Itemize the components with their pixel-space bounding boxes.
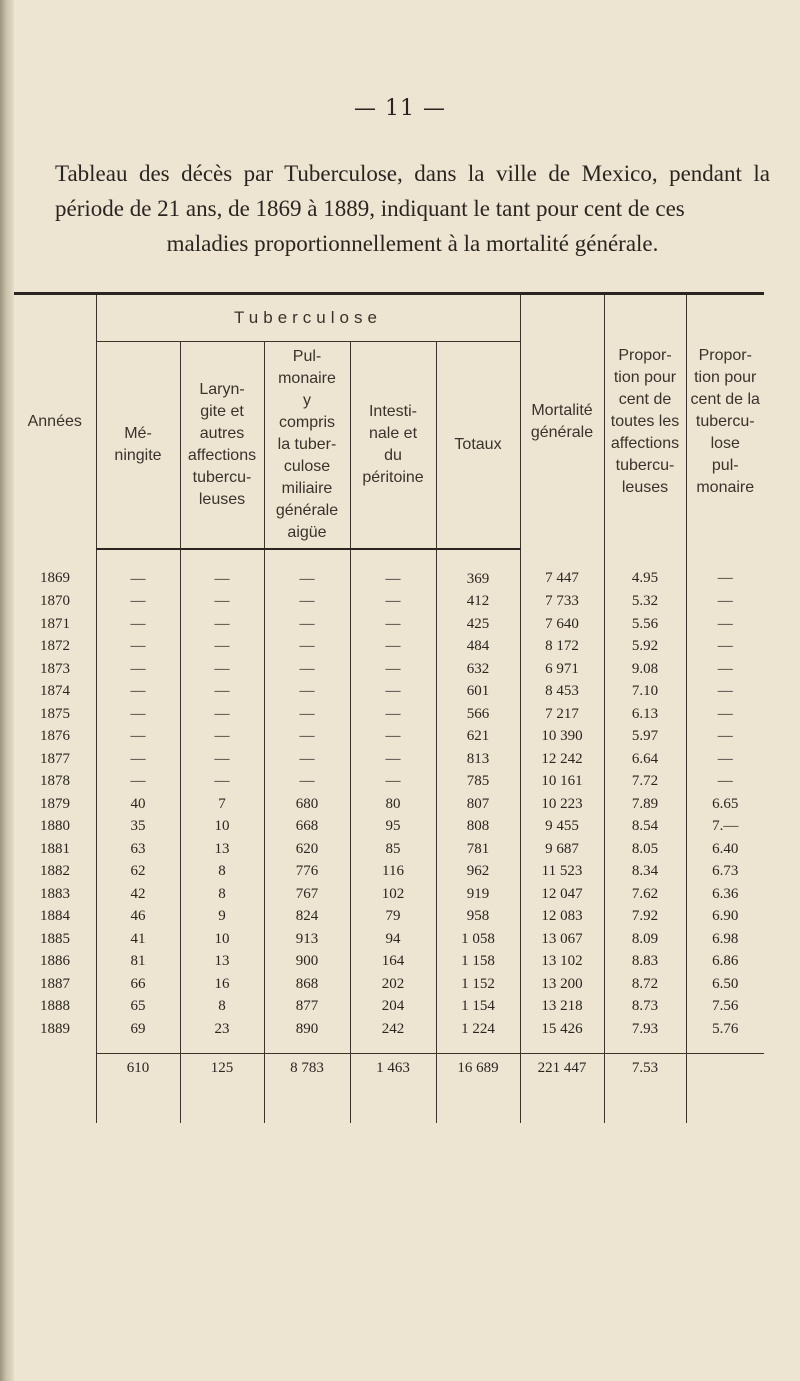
data-cell: — <box>686 771 764 794</box>
year-cell: 1874 <box>14 681 96 704</box>
table-row <box>14 838 764 861</box>
data-cell: 8 453 <box>520 681 604 704</box>
data-cell: — <box>96 748 180 771</box>
data-cell: — <box>686 748 764 771</box>
data-cell: 13 200 <box>520 973 604 996</box>
title-line-1: Tableau des décès par Tuberculose, dans la ville de Mexico, pendant <box>55 161 742 186</box>
year-cell: 1870 <box>14 591 96 614</box>
table-row <box>14 748 764 771</box>
data-cell: 807 <box>436 793 520 816</box>
year-cell: 1884 <box>14 906 96 929</box>
data-cell: 7 <box>180 793 264 816</box>
header-intestinale-text: Intesti- nale et du péritoine <box>362 403 424 486</box>
data-cell: — <box>350 681 436 704</box>
spacer-cell <box>686 1041 764 1054</box>
header-mortalite-text: Mortalité générale <box>530 402 594 441</box>
data-cell: — <box>686 636 764 659</box>
data-cell: — <box>96 549 180 591</box>
data-cell: 7.62 <box>604 883 686 906</box>
data-cell: 680 <box>264 793 350 816</box>
total-cell: 8 783 <box>264 1053 350 1123</box>
data-cell: 40 <box>96 793 180 816</box>
year-cell: 1880 <box>14 816 96 839</box>
data-cell: 767 <box>264 883 350 906</box>
data-cell: 8 <box>180 996 264 1019</box>
data-cell: 632 <box>436 658 520 681</box>
data-cell: — <box>96 613 180 636</box>
data-cell: — <box>96 681 180 704</box>
table-row <box>14 996 764 1019</box>
data-cell: 7 447 <box>520 549 604 591</box>
spacer-cell <box>14 1041 96 1054</box>
header-prop-toutes-text: Propor- tion pour cent de toutes les affections tubercu- leuses <box>610 347 680 496</box>
spacer-cell <box>520 1041 604 1054</box>
data-cell: 5.56 <box>604 613 686 636</box>
data-cell: 620 <box>264 838 350 861</box>
data-cell: 8 <box>180 861 264 884</box>
data-cell: 6.13 <box>604 703 686 726</box>
data-cell: 23 <box>180 1018 264 1041</box>
data-cell: 94 <box>350 928 436 951</box>
data-cell: — <box>264 613 350 636</box>
spacer-cell <box>264 1041 350 1054</box>
header-annees: Années <box>14 294 96 550</box>
table-row <box>14 636 764 659</box>
data-cell: 13 <box>180 951 264 974</box>
page-number: — 11 — <box>354 96 446 121</box>
data-cell: — <box>350 613 436 636</box>
data-cell: 8.54 <box>604 816 686 839</box>
header-prop-toutes <box>604 294 686 550</box>
header-prop-pulm-text: Propor- tion pour cent de la tubercu- lose pul- monaire <box>690 347 760 496</box>
data-cell: 913 <box>264 928 350 951</box>
data-cell: — <box>96 726 180 749</box>
data-cell: — <box>264 771 350 794</box>
data-cell: — <box>96 658 180 681</box>
total-cell: 610 <box>96 1053 180 1123</box>
data-cell: 5.92 <box>604 636 686 659</box>
table-body <box>14 549 764 1053</box>
table-row <box>14 793 764 816</box>
year-cell: 1887 <box>14 973 96 996</box>
header-mortalite <box>520 294 604 550</box>
data-cell: — <box>350 658 436 681</box>
data-cell: 7.— <box>686 816 764 839</box>
spacer-cell <box>604 1041 686 1054</box>
data-cell: 7 733 <box>520 591 604 614</box>
data-cell: 204 <box>350 996 436 1019</box>
data-cell: — <box>350 703 436 726</box>
data-cell: 10 <box>180 816 264 839</box>
data-cell: 6.73 <box>686 861 764 884</box>
data-cell: 6.86 <box>686 951 764 974</box>
data-cell: 10 <box>180 928 264 951</box>
data-cell: 10 223 <box>520 793 604 816</box>
data-cell: 79 <box>350 906 436 929</box>
spacer-cell <box>436 1041 520 1054</box>
data-cell: — <box>686 658 764 681</box>
data-cell: 1 058 <box>436 928 520 951</box>
spacer-cell <box>350 1041 436 1054</box>
data-cell: — <box>180 613 264 636</box>
data-cell: — <box>180 726 264 749</box>
data-cell: — <box>264 591 350 614</box>
data-cell: — <box>686 681 764 704</box>
spacer-row <box>14 1041 764 1054</box>
table-row <box>14 703 764 726</box>
year-cell: 1876 <box>14 726 96 749</box>
data-cell: 102 <box>350 883 436 906</box>
page-binding-edge <box>0 0 14 1381</box>
data-cell: 85 <box>350 838 436 861</box>
data-cell: — <box>350 726 436 749</box>
year-cell: 1883 <box>14 883 96 906</box>
data-cell: 425 <box>436 613 520 636</box>
header-totaux: Totaux <box>436 342 520 550</box>
data-cell: 9.08 <box>604 658 686 681</box>
data-cell: 63 <box>96 838 180 861</box>
data-cell: 1 152 <box>436 973 520 996</box>
data-cell: 9 687 <box>520 838 604 861</box>
header-prop-pulm <box>686 294 764 550</box>
table-row <box>14 928 764 951</box>
table-row <box>14 906 764 929</box>
tuberculosis-table <box>14 292 764 1123</box>
data-cell: 890 <box>264 1018 350 1041</box>
spacer-cell <box>96 1041 180 1054</box>
data-cell: 6.65 <box>686 793 764 816</box>
data-cell: — <box>350 748 436 771</box>
total-cell <box>14 1053 96 1123</box>
total-cell <box>686 1053 764 1123</box>
data-cell: 7.93 <box>604 1018 686 1041</box>
data-cell: 8.34 <box>604 861 686 884</box>
data-cell: — <box>180 549 264 591</box>
data-cell: — <box>96 591 180 614</box>
data-cell: 12 242 <box>520 748 604 771</box>
data-cell: 116 <box>350 861 436 884</box>
data-cell: — <box>264 636 350 659</box>
header-larynge-text: Laryn- gite et autres affections tubercu- leuses <box>187 381 257 508</box>
data-cell: 6.90 <box>686 906 764 929</box>
data-cell: — <box>686 549 764 591</box>
data-cell: 66 <box>96 973 180 996</box>
data-cell: 8.72 <box>604 973 686 996</box>
data-cell: 80 <box>350 793 436 816</box>
data-cell: 13 <box>180 838 264 861</box>
data-cell: 6.40 <box>686 838 764 861</box>
table-row <box>14 591 764 614</box>
spacer-cell <box>180 1041 264 1054</box>
table-row <box>14 1018 764 1041</box>
data-cell: — <box>180 681 264 704</box>
data-cell: 7.56 <box>686 996 764 1019</box>
year-cell: 1872 <box>14 636 96 659</box>
year-cell: 1877 <box>14 748 96 771</box>
data-cell: — <box>350 591 436 614</box>
data-cell: 35 <box>96 816 180 839</box>
data-cell: 668 <box>264 816 350 839</box>
data-cell: 8 <box>180 883 264 906</box>
year-cell: 1888 <box>14 996 96 1019</box>
year-cell: 1879 <box>14 793 96 816</box>
data-cell: 7.92 <box>604 906 686 929</box>
table-row <box>14 973 764 996</box>
data-cell: 601 <box>436 681 520 704</box>
data-cell: 412 <box>436 591 520 614</box>
data-cell: 12 083 <box>520 906 604 929</box>
data-cell: 621 <box>436 726 520 749</box>
header-larynge <box>180 342 264 550</box>
table-row <box>14 883 764 906</box>
data-cell: 16 <box>180 973 264 996</box>
data-cell: 5.97 <box>604 726 686 749</box>
data-cell: 776 <box>264 861 350 884</box>
data-cell: 7.10 <box>604 681 686 704</box>
data-cell: — <box>686 591 764 614</box>
data-cell: 65 <box>96 996 180 1019</box>
data-cell: — <box>96 636 180 659</box>
data-cell: 164 <box>350 951 436 974</box>
data-cell: 8.05 <box>604 838 686 861</box>
title-line-3: maladies proportionnellement à la mortalité générale. <box>166 231 659 256</box>
header-tuberculose: Tuberculose <box>96 294 520 342</box>
header-pulmonaire <box>264 342 350 550</box>
table-row <box>14 613 764 636</box>
data-cell: 81 <box>96 951 180 974</box>
data-cell: 4.95 <box>604 549 686 591</box>
data-cell: — <box>180 703 264 726</box>
data-cell: 962 <box>436 861 520 884</box>
data-cell: — <box>264 658 350 681</box>
data-cell: 1 224 <box>436 1018 520 1041</box>
data-cell: 8.73 <box>604 996 686 1019</box>
year-cell: 1882 <box>14 861 96 884</box>
data-cell: — <box>180 658 264 681</box>
table-row <box>14 861 764 884</box>
data-cell: 877 <box>264 996 350 1019</box>
year-cell: 1885 <box>14 928 96 951</box>
data-cell: 46 <box>96 906 180 929</box>
data-cell: — <box>264 549 350 591</box>
data-cell: 13 102 <box>520 951 604 974</box>
data-cell: — <box>96 703 180 726</box>
total-cell: 1 463 <box>350 1053 436 1123</box>
data-cell: — <box>180 636 264 659</box>
year-cell: 1875 <box>14 703 96 726</box>
table-row <box>14 726 764 749</box>
data-cell: 566 <box>436 703 520 726</box>
data-cell: 7.89 <box>604 793 686 816</box>
header-intestinale <box>350 342 436 550</box>
data-cell: 10 161 <box>520 771 604 794</box>
data-cell: — <box>350 771 436 794</box>
year-cell: 1889 <box>14 1018 96 1041</box>
data-cell: 6.50 <box>686 973 764 996</box>
data-cell: 9 <box>180 906 264 929</box>
data-cell: 8.83 <box>604 951 686 974</box>
data-cell: — <box>180 591 264 614</box>
data-cell: 12 047 <box>520 883 604 906</box>
data-cell: — <box>180 748 264 771</box>
data-cell: 808 <box>436 816 520 839</box>
table-row <box>14 771 764 794</box>
data-cell: — <box>350 549 436 591</box>
table-row <box>14 816 764 839</box>
data-cell: 781 <box>436 838 520 861</box>
data-cell: 824 <box>264 906 350 929</box>
data-cell: 919 <box>436 883 520 906</box>
data-cell: 15 426 <box>520 1018 604 1041</box>
data-cell: 7 640 <box>520 613 604 636</box>
data-cell: — <box>264 681 350 704</box>
data-cell: 42 <box>96 883 180 906</box>
data-cell: 7.72 <box>604 771 686 794</box>
data-cell: 785 <box>436 771 520 794</box>
total-cell: 16 689 <box>436 1053 520 1123</box>
data-cell: — <box>96 771 180 794</box>
total-cell: 125 <box>180 1053 264 1123</box>
data-cell: 242 <box>350 1018 436 1041</box>
table-row <box>14 681 764 704</box>
data-cell: 7 217 <box>520 703 604 726</box>
data-cell: 8 172 <box>520 636 604 659</box>
data-cell: 13 218 <box>520 996 604 1019</box>
data-cell: 5.32 <box>604 591 686 614</box>
data-cell: 6.64 <box>604 748 686 771</box>
data-cell: — <box>686 726 764 749</box>
year-cell: 1869 <box>14 549 96 591</box>
data-cell: 6.36 <box>686 883 764 906</box>
year-cell: 1871 <box>14 613 96 636</box>
data-cell: 41 <box>96 928 180 951</box>
data-cell: — <box>686 613 764 636</box>
data-cell: — <box>264 726 350 749</box>
total-cell: 7.53 <box>604 1053 686 1123</box>
data-cell: 10 390 <box>520 726 604 749</box>
data-cell: — <box>264 748 350 771</box>
data-cell: 5.76 <box>686 1018 764 1041</box>
table-row <box>14 658 764 681</box>
table-row <box>14 951 764 974</box>
data-cell: 1 158 <box>436 951 520 974</box>
data-cell: 8.09 <box>604 928 686 951</box>
table-title <box>55 156 770 261</box>
year-cell: 1886 <box>14 951 96 974</box>
data-cell: 13 067 <box>520 928 604 951</box>
header-meningite-text: Mé- ningite <box>114 425 162 464</box>
data-cell: 95 <box>350 816 436 839</box>
data-cell: 1 154 <box>436 996 520 1019</box>
data-cell: 9 455 <box>520 816 604 839</box>
data-cell: 813 <box>436 748 520 771</box>
data-cell: 202 <box>350 973 436 996</box>
data-cell: 900 <box>264 951 350 974</box>
data-cell: 958 <box>436 906 520 929</box>
data-cell: 6 971 <box>520 658 604 681</box>
data-cell: 868 <box>264 973 350 996</box>
year-cell: 1878 <box>14 771 96 794</box>
header-meningite <box>96 342 180 550</box>
header-pulmonaire-text: Pul- monaire y compris la tuber- culose miliaire générale aigüe <box>275 348 339 541</box>
title-line-2: la période de 21 ans, de 1869 à 1889, indiquant le tant pour cent de ces <box>55 161 770 221</box>
year-cell: 1881 <box>14 838 96 861</box>
data-cell: — <box>350 636 436 659</box>
data-cell: — <box>180 771 264 794</box>
data-cell: 6.98 <box>686 928 764 951</box>
data-cell: 62 <box>96 861 180 884</box>
data-cell: 369 <box>436 549 520 591</box>
total-cell: 221 447 <box>520 1053 604 1123</box>
data-cell: — <box>686 703 764 726</box>
table-row <box>14 549 764 591</box>
totals-row <box>14 1053 764 1123</box>
year-cell: 1873 <box>14 658 96 681</box>
data-cell: 11 523 <box>520 861 604 884</box>
data-cell: — <box>264 703 350 726</box>
data-cell: 69 <box>96 1018 180 1041</box>
data-cell: 484 <box>436 636 520 659</box>
